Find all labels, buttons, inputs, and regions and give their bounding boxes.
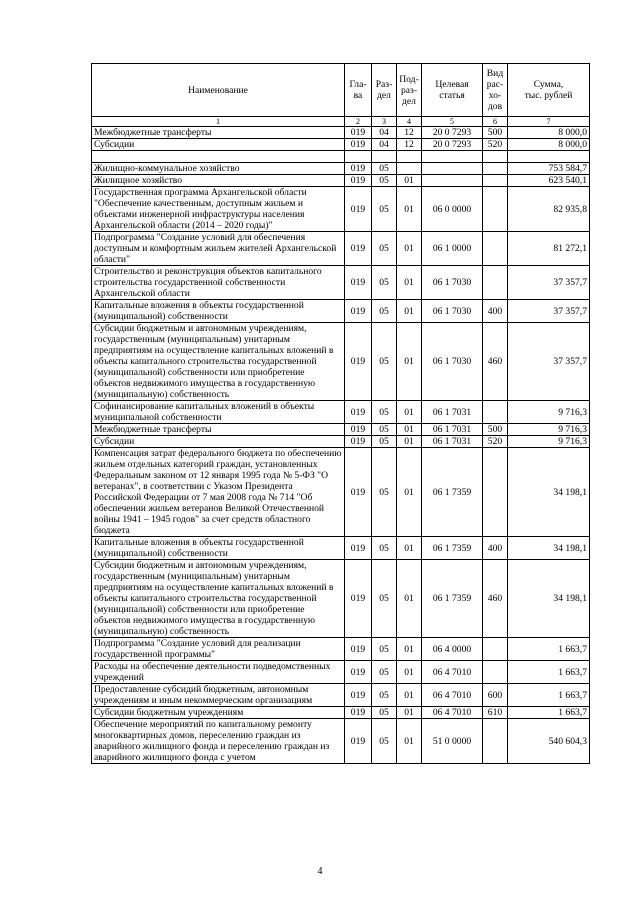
table-row xyxy=(92,323,590,401)
row-expense-type: 400 xyxy=(483,300,508,323)
table-row xyxy=(92,684,590,707)
row-chapter: 019 xyxy=(345,638,372,661)
row-sum: 34 198,1 xyxy=(508,560,590,638)
row-subsection: 01 xyxy=(397,300,422,323)
row-target-article: 06 4 7010 xyxy=(422,661,483,684)
row-name: Расходы на обеспечение деятельности подведомственных учреждений xyxy=(92,661,345,684)
table-row xyxy=(92,163,590,175)
column-number: 5 xyxy=(422,117,483,127)
row-name: Капитальные вложения в объекты государственной (муниципальной) собственности xyxy=(92,537,345,560)
row-section: 05 xyxy=(372,163,397,175)
row-chapter: 019 xyxy=(345,537,372,560)
row-chapter: 019 xyxy=(345,401,372,424)
row-sum: 1 663,7 xyxy=(508,638,590,661)
row-target-article: 06 1 7030 xyxy=(422,300,483,323)
empty-cell xyxy=(508,151,590,163)
row-expense-type: 500 xyxy=(483,127,508,139)
column-number: 1 xyxy=(92,117,345,127)
row-expense-type: 400 xyxy=(483,537,508,560)
table-row xyxy=(92,560,590,638)
row-name: Капитальные вложения в объекты государственной (муниципальной) собственности xyxy=(92,300,345,323)
row-target-article: 06 1 7359 xyxy=(422,537,483,560)
row-sum: 1 663,7 xyxy=(508,707,590,719)
row-chapter: 019 xyxy=(345,175,372,187)
row-sum: 37 357,7 xyxy=(508,323,590,401)
row-subsection: 01 xyxy=(397,266,422,300)
table-row xyxy=(92,175,590,187)
row-expense-type: 460 xyxy=(483,323,508,401)
row-chapter: 019 xyxy=(345,436,372,448)
row-target-article: 06 1 7030 xyxy=(422,323,483,401)
row-chapter: 019 xyxy=(345,187,372,232)
row-section: 05 xyxy=(372,300,397,323)
row-subsection: 01 xyxy=(397,638,422,661)
column-header: Целевая статья xyxy=(422,64,483,117)
table-row xyxy=(92,638,590,661)
row-target-article: 06 1 7031 xyxy=(422,401,483,424)
row-name: Подпрограмма "Создание условий для обеспечения доступным и комфортным жильем жителей Архангельской области" xyxy=(92,232,345,266)
row-subsection: 01 xyxy=(397,401,422,424)
table-spacer-row xyxy=(92,151,590,163)
row-target-article: 06 1 7031 xyxy=(422,424,483,436)
row-section: 05 xyxy=(372,187,397,232)
row-expense-type xyxy=(483,175,508,187)
row-expense-type xyxy=(483,187,508,232)
row-chapter: 019 xyxy=(345,323,372,401)
column-header: Сумма, тыс. рублей xyxy=(508,64,590,117)
row-subsection: 01 xyxy=(397,560,422,638)
row-name: Подпрограмма "Создание условий для реализации государственной программы" xyxy=(92,638,345,661)
row-subsection: 01 xyxy=(397,448,422,537)
row-target-article xyxy=(422,175,483,187)
row-sum: 82 935,8 xyxy=(508,187,590,232)
row-section: 05 xyxy=(372,448,397,537)
row-section: 05 xyxy=(372,323,397,401)
row-expense-type: 600 xyxy=(483,684,508,707)
empty-cell xyxy=(422,151,483,163)
row-name: Предоставление субсидий бюджетным, автономным учреждениям и иным некоммерческим организациям xyxy=(92,684,345,707)
row-name: Обеспечение мероприятий по капитальному ремонту многоквартирных домов, переселению граждан из аварийного жилищного фонда и переселению граждан из аварийного жилищного фонда с учетом xyxy=(92,719,345,764)
row-chapter: 019 xyxy=(345,661,372,684)
row-name: Государственная программа Архангельской области "Обеспечение качественным, доступным жильем и объектами инженерной инфраструктуры населения Архангельской области (2014 – 2020 годы)" xyxy=(92,187,345,232)
column-number-row xyxy=(92,117,590,127)
row-subsection: 01 xyxy=(397,684,422,707)
column-header: Вид рас- хо- дов xyxy=(483,64,508,117)
row-subsection: 01 xyxy=(397,187,422,232)
column-header: Раз- дел xyxy=(372,64,397,117)
row-target-article: 06 1 7030 xyxy=(422,266,483,300)
row-chapter: 019 xyxy=(345,424,372,436)
row-target-article: 06 4 7010 xyxy=(422,707,483,719)
row-name: Субсидии бюджетным и автономным учреждениям, государственным (муниципальным) унитарным предприятиям на осуществление капитальных вложений в объекты капитального строительства государственной (муниципальной) собственности или приобретение объектов недвижимого имущества в государственную (муниципальную) собственность xyxy=(92,560,345,638)
row-name: Межбюджетные трансферты xyxy=(92,127,345,139)
row-target-article: 06 1 0000 xyxy=(422,232,483,266)
row-subsection: 01 xyxy=(397,537,422,560)
empty-cell xyxy=(397,151,422,163)
table-body xyxy=(92,127,590,764)
row-target-article: 06 4 7010 xyxy=(422,684,483,707)
row-sum: 1 663,7 xyxy=(508,684,590,707)
row-subsection xyxy=(397,163,422,175)
row-section: 05 xyxy=(372,560,397,638)
row-target-article: 06 1 7031 xyxy=(422,436,483,448)
row-expense-type xyxy=(483,401,508,424)
row-section: 05 xyxy=(372,232,397,266)
row-sum: 1 663,7 xyxy=(508,661,590,684)
row-target-article: 51 0 0000 xyxy=(422,719,483,764)
budget-table xyxy=(91,63,590,764)
row-sum: 34 198,1 xyxy=(508,537,590,560)
row-section: 04 xyxy=(372,127,397,139)
row-chapter: 019 xyxy=(345,163,372,175)
row-expense-type xyxy=(483,719,508,764)
row-sum: 8 000,0 xyxy=(508,139,590,151)
table-row xyxy=(92,401,590,424)
row-chapter: 019 xyxy=(345,139,372,151)
row-expense-type xyxy=(483,661,508,684)
row-sum: 37 357,7 xyxy=(508,266,590,300)
column-number: 2 xyxy=(345,117,372,127)
table-row xyxy=(92,187,590,232)
row-chapter: 019 xyxy=(345,232,372,266)
row-subsection: 01 xyxy=(397,707,422,719)
row-section: 05 xyxy=(372,266,397,300)
row-subsection: 01 xyxy=(397,175,422,187)
table-row xyxy=(92,424,590,436)
column-header: Под- раз- дел xyxy=(397,64,422,117)
row-sum: 623 540,1 xyxy=(508,175,590,187)
row-subsection: 01 xyxy=(397,424,422,436)
row-target-article: 06 1 7359 xyxy=(422,560,483,638)
row-name: Субсидии бюджетным и автономным учреждениям, государственным (муниципальным) унитарным предприятиям на осуществление капитальных вложений в объекты капитального строительства государственной (муниципальной) собственности или приобретение объектов недвижимого имущества в государственную (муниципальную) собственность xyxy=(92,323,345,401)
row-sum: 9 716,3 xyxy=(508,401,590,424)
row-target-article: 06 1 7359 xyxy=(422,448,483,537)
empty-cell xyxy=(372,151,397,163)
row-name: Компенсация затрат федерального бюджета по обеспечению жильем отдельных категорий граждан, установленных Федеральным законом от 12 января 1995 года № 5-ФЗ "О ветеранах", в соответствии с Указом Президента Российской Федерации от 7 мая 2008 года № 714 "Об обеспечении жильем ветеранов Великой Отечественной войны 1941 – 1945 годов" за счет средств областного бюджета xyxy=(92,448,345,537)
row-target-article: 20 0 7293 xyxy=(422,139,483,151)
column-header: Наименование xyxy=(92,64,345,117)
column-number: 6 xyxy=(483,117,508,127)
row-name: Жилищное хозяйство xyxy=(92,175,345,187)
row-section: 05 xyxy=(372,638,397,661)
row-name: Субсидии бюджетным учреждениям xyxy=(92,707,345,719)
row-section: 05 xyxy=(372,537,397,560)
empty-cell xyxy=(92,151,345,163)
row-subsection: 01 xyxy=(397,719,422,764)
table-row xyxy=(92,232,590,266)
row-sum: 9 716,3 xyxy=(508,436,590,448)
row-expense-type: 520 xyxy=(483,139,508,151)
column-number: 4 xyxy=(397,117,422,127)
row-subsection: 01 xyxy=(397,232,422,266)
table-row xyxy=(92,127,590,139)
row-subsection: 12 xyxy=(397,127,422,139)
table-row xyxy=(92,300,590,323)
row-subsection: 12 xyxy=(397,139,422,151)
row-chapter: 019 xyxy=(345,684,372,707)
row-chapter: 019 xyxy=(345,707,372,719)
row-name: Субсидии xyxy=(92,139,345,151)
row-section: 05 xyxy=(372,401,397,424)
row-subsection: 01 xyxy=(397,661,422,684)
row-sum: 34 198,1 xyxy=(508,448,590,537)
row-chapter: 019 xyxy=(345,560,372,638)
row-name: Жилищно-коммунальное хозяйство xyxy=(92,163,345,175)
row-target-article xyxy=(422,163,483,175)
table-row xyxy=(92,448,590,537)
row-expense-type xyxy=(483,163,508,175)
row-name: Субсидии xyxy=(92,436,345,448)
row-name: Межбюджетные трансферты xyxy=(92,424,345,436)
table-row xyxy=(92,707,590,719)
row-section: 05 xyxy=(372,175,397,187)
row-sum: 81 272,1 xyxy=(508,232,590,266)
row-name: Строительство и реконструкция объектов капитального строительства государственной собственности Архангельской области xyxy=(92,266,345,300)
column-number: 7 xyxy=(508,117,590,127)
table-row xyxy=(92,537,590,560)
table-row xyxy=(92,139,590,151)
row-chapter: 019 xyxy=(345,266,372,300)
table-row xyxy=(92,436,590,448)
row-expense-type: 460 xyxy=(483,560,508,638)
row-expense-type xyxy=(483,638,508,661)
row-chapter: 019 xyxy=(345,300,372,323)
table-row xyxy=(92,719,590,764)
row-section: 04 xyxy=(372,139,397,151)
row-target-article: 20 0 7293 xyxy=(422,127,483,139)
row-chapter: 019 xyxy=(345,719,372,764)
row-sum: 37 357,7 xyxy=(508,300,590,323)
table-row xyxy=(92,266,590,300)
row-expense-type xyxy=(483,232,508,266)
row-expense-type xyxy=(483,266,508,300)
row-sum: 753 584,7 xyxy=(508,163,590,175)
row-expense-type: 610 xyxy=(483,707,508,719)
row-section: 05 xyxy=(372,424,397,436)
column-header: Гла- ва xyxy=(345,64,372,117)
row-section: 05 xyxy=(372,661,397,684)
table-row xyxy=(92,661,590,684)
row-sum: 8 000,0 xyxy=(508,127,590,139)
column-number: 3 xyxy=(372,117,397,127)
row-section: 05 xyxy=(372,707,397,719)
row-section: 05 xyxy=(372,436,397,448)
row-sum: 9 716,3 xyxy=(508,424,590,436)
row-expense-type: 520 xyxy=(483,436,508,448)
empty-cell xyxy=(345,151,372,163)
row-chapter: 019 xyxy=(345,448,372,537)
table-header-row xyxy=(92,64,590,117)
row-subsection: 01 xyxy=(397,436,422,448)
page-number: 4 xyxy=(317,866,323,877)
row-section: 05 xyxy=(372,719,397,764)
row-expense-type xyxy=(483,448,508,537)
row-target-article: 06 4 0000 xyxy=(422,638,483,661)
row-target-article: 06 0 0000 xyxy=(422,187,483,232)
row-section: 05 xyxy=(372,684,397,707)
row-chapter: 019 xyxy=(345,127,372,139)
row-expense-type: 500 xyxy=(483,424,508,436)
row-sum: 540 604,3 xyxy=(508,719,590,764)
empty-cell xyxy=(483,151,508,163)
row-subsection: 01 xyxy=(397,323,422,401)
row-name: Софинансирование капитальных вложений в объекты муниципальной собственности xyxy=(92,401,345,424)
